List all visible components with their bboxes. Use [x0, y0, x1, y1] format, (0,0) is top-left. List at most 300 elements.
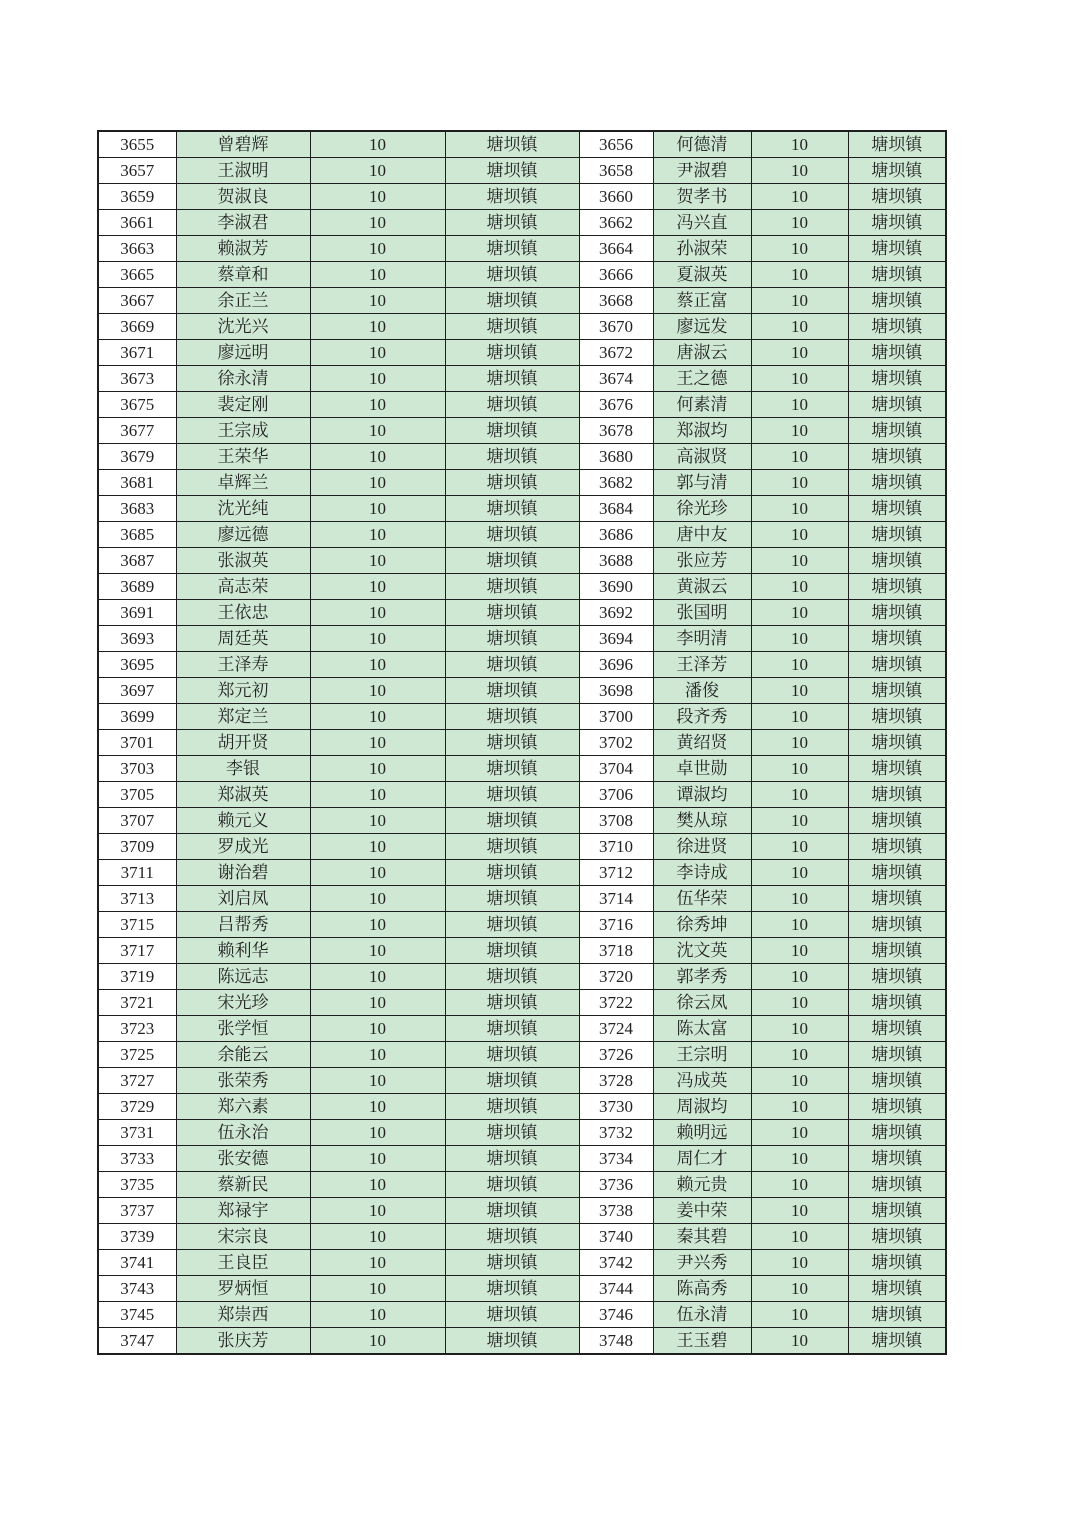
table-row [98, 392, 946, 418]
table-row [98, 782, 946, 808]
left-town-cell: 塘坝镇 [445, 236, 579, 262]
right-amount-cell: 10 [751, 704, 848, 730]
left-id-cell: 3657 [98, 158, 176, 184]
right-town-cell: 塘坝镇 [848, 782, 946, 808]
right-town-cell: 塘坝镇 [848, 964, 946, 990]
right-name-cell: 徐光珍 [653, 496, 751, 522]
left-amount-cell: 10 [310, 548, 445, 574]
left-amount-cell: 10 [310, 808, 445, 834]
right-amount-cell: 10 [751, 782, 848, 808]
right-town-cell: 塘坝镇 [848, 1172, 946, 1198]
table-row [98, 834, 946, 860]
table-row [98, 158, 946, 184]
left-name-cell: 王泽寿 [176, 652, 310, 678]
left-town-cell: 塘坝镇 [445, 522, 579, 548]
right-id-cell: 3744 [579, 1276, 653, 1302]
right-id-cell: 3658 [579, 158, 653, 184]
roster-sheet [97, 130, 947, 1355]
right-name-cell: 周淑均 [653, 1094, 751, 1120]
left-id-cell: 3729 [98, 1094, 176, 1120]
left-name-cell: 蔡新民 [176, 1172, 310, 1198]
right-amount-cell: 10 [751, 1250, 848, 1276]
left-town-cell: 塘坝镇 [445, 1198, 579, 1224]
right-name-cell: 周仁才 [653, 1146, 751, 1172]
right-id-cell: 3690 [579, 574, 653, 600]
table-row [98, 131, 946, 158]
table-row [98, 678, 946, 704]
left-town-cell: 塘坝镇 [445, 184, 579, 210]
right-id-cell: 3702 [579, 730, 653, 756]
right-id-cell: 3716 [579, 912, 653, 938]
left-name-cell: 罗成光 [176, 834, 310, 860]
left-town-cell: 塘坝镇 [445, 626, 579, 652]
right-town-cell: 塘坝镇 [848, 548, 946, 574]
table-row [98, 1068, 946, 1094]
right-town-cell: 塘坝镇 [848, 288, 946, 314]
left-amount-cell: 10 [310, 1302, 445, 1328]
left-town-cell: 塘坝镇 [445, 834, 579, 860]
table-row [98, 1328, 946, 1355]
table-row [98, 1016, 946, 1042]
right-id-cell: 3706 [579, 782, 653, 808]
right-id-cell: 3734 [579, 1146, 653, 1172]
right-name-cell: 唐中友 [653, 522, 751, 548]
left-id-cell: 3671 [98, 340, 176, 366]
right-name-cell: 沈文英 [653, 938, 751, 964]
right-name-cell: 赖明远 [653, 1120, 751, 1146]
right-amount-cell: 10 [751, 1172, 848, 1198]
right-name-cell: 唐淑云 [653, 340, 751, 366]
right-amount-cell: 10 [751, 860, 848, 886]
left-town-cell: 塘坝镇 [445, 730, 579, 756]
left-name-cell: 王淑明 [176, 158, 310, 184]
right-name-cell: 冯成英 [653, 1068, 751, 1094]
right-name-cell: 孙淑荣 [653, 236, 751, 262]
right-id-cell: 3698 [579, 678, 653, 704]
right-name-cell: 卓世勋 [653, 756, 751, 782]
right-name-cell: 樊从琼 [653, 808, 751, 834]
left-amount-cell: 10 [310, 314, 445, 340]
right-id-cell: 3708 [579, 808, 653, 834]
right-id-cell: 3748 [579, 1328, 653, 1355]
right-id-cell: 3678 [579, 418, 653, 444]
right-id-cell: 3696 [579, 652, 653, 678]
left-amount-cell: 10 [310, 938, 445, 964]
left-amount-cell: 10 [310, 574, 445, 600]
right-id-cell: 3742 [579, 1250, 653, 1276]
right-town-cell: 塘坝镇 [848, 496, 946, 522]
left-name-cell: 宋光珍 [176, 990, 310, 1016]
right-name-cell: 伍永清 [653, 1302, 751, 1328]
table-row [98, 210, 946, 236]
left-town-cell: 塘坝镇 [445, 548, 579, 574]
right-town-cell: 塘坝镇 [848, 600, 946, 626]
left-name-cell: 张学恒 [176, 1016, 310, 1042]
left-amount-cell: 10 [310, 184, 445, 210]
right-amount-cell: 10 [751, 288, 848, 314]
left-amount-cell: 10 [310, 1198, 445, 1224]
left-town-cell: 塘坝镇 [445, 210, 579, 236]
left-town-cell: 塘坝镇 [445, 704, 579, 730]
right-id-cell: 3704 [579, 756, 653, 782]
left-amount-cell: 10 [310, 1146, 445, 1172]
table-row [98, 574, 946, 600]
left-town-cell: 塘坝镇 [445, 782, 579, 808]
right-town-cell: 塘坝镇 [848, 626, 946, 652]
right-name-cell: 陈太富 [653, 1016, 751, 1042]
left-name-cell: 周廷英 [176, 626, 310, 652]
table-row [98, 288, 946, 314]
table-row [98, 1172, 946, 1198]
left-id-cell: 3697 [98, 678, 176, 704]
left-id-cell: 3683 [98, 496, 176, 522]
right-id-cell: 3674 [579, 366, 653, 392]
left-name-cell: 沈光兴 [176, 314, 310, 340]
left-town-cell: 塘坝镇 [445, 860, 579, 886]
right-town-cell: 塘坝镇 [848, 730, 946, 756]
right-town-cell: 塘坝镇 [848, 522, 946, 548]
left-name-cell: 徐永清 [176, 366, 310, 392]
right-town-cell: 塘坝镇 [848, 210, 946, 236]
left-id-cell: 3687 [98, 548, 176, 574]
left-amount-cell: 10 [310, 1094, 445, 1120]
table-row [98, 860, 946, 886]
left-name-cell: 张淑英 [176, 548, 310, 574]
left-amount-cell: 10 [310, 834, 445, 860]
left-amount-cell: 10 [310, 1120, 445, 1146]
left-town-cell: 塘坝镇 [445, 600, 579, 626]
right-name-cell: 高淑贤 [653, 444, 751, 470]
left-name-cell: 陈远志 [176, 964, 310, 990]
right-name-cell: 贺孝书 [653, 184, 751, 210]
right-name-cell: 何德清 [653, 131, 751, 158]
left-id-cell: 3747 [98, 1328, 176, 1355]
left-amount-cell: 10 [310, 1042, 445, 1068]
left-town-cell: 塘坝镇 [445, 1016, 579, 1042]
right-id-cell: 3682 [579, 470, 653, 496]
right-amount-cell: 10 [751, 730, 848, 756]
left-amount-cell: 10 [310, 964, 445, 990]
table-row [98, 938, 946, 964]
left-town-cell: 塘坝镇 [445, 288, 579, 314]
left-amount-cell: 10 [310, 860, 445, 886]
left-name-cell: 王宗成 [176, 418, 310, 444]
right-amount-cell: 10 [751, 990, 848, 1016]
left-amount-cell: 10 [310, 756, 445, 782]
right-name-cell: 赖元贵 [653, 1172, 751, 1198]
left-town-cell: 塘坝镇 [445, 652, 579, 678]
left-name-cell: 张庆芳 [176, 1328, 310, 1355]
left-town-cell: 塘坝镇 [445, 1146, 579, 1172]
right-amount-cell: 10 [751, 444, 848, 470]
left-id-cell: 3745 [98, 1302, 176, 1328]
right-town-cell: 塘坝镇 [848, 1250, 946, 1276]
left-id-cell: 3661 [98, 210, 176, 236]
left-id-cell: 3659 [98, 184, 176, 210]
right-town-cell: 塘坝镇 [848, 1224, 946, 1250]
left-name-cell: 廖远德 [176, 522, 310, 548]
left-amount-cell: 10 [310, 1224, 445, 1250]
left-town-cell: 塘坝镇 [445, 392, 579, 418]
right-id-cell: 3688 [579, 548, 653, 574]
left-amount-cell: 10 [310, 366, 445, 392]
right-id-cell: 3700 [579, 704, 653, 730]
right-amount-cell: 10 [751, 210, 848, 236]
right-amount-cell: 10 [751, 236, 848, 262]
left-name-cell: 郑禄宇 [176, 1198, 310, 1224]
right-name-cell: 潘俊 [653, 678, 751, 704]
right-amount-cell: 10 [751, 392, 848, 418]
table-row [98, 1250, 946, 1276]
right-town-cell: 塘坝镇 [848, 1016, 946, 1042]
right-town-cell: 塘坝镇 [848, 131, 946, 158]
left-amount-cell: 10 [310, 652, 445, 678]
left-name-cell: 郑元初 [176, 678, 310, 704]
left-id-cell: 3677 [98, 418, 176, 444]
right-amount-cell: 10 [751, 1120, 848, 1146]
right-town-cell: 塘坝镇 [848, 574, 946, 600]
right-name-cell: 何素清 [653, 392, 751, 418]
right-town-cell: 塘坝镇 [848, 418, 946, 444]
left-amount-cell: 10 [310, 262, 445, 288]
left-id-cell: 3733 [98, 1146, 176, 1172]
left-id-cell: 3689 [98, 574, 176, 600]
right-town-cell: 塘坝镇 [848, 184, 946, 210]
table-row [98, 704, 946, 730]
left-amount-cell: 10 [310, 496, 445, 522]
left-town-cell: 塘坝镇 [445, 1172, 579, 1198]
right-town-cell: 塘坝镇 [848, 1276, 946, 1302]
left-town-cell: 塘坝镇 [445, 1120, 579, 1146]
left-id-cell: 3665 [98, 262, 176, 288]
right-id-cell: 3738 [579, 1198, 653, 1224]
left-amount-cell: 10 [310, 626, 445, 652]
left-name-cell: 赖淑芳 [176, 236, 310, 262]
left-name-cell: 王荣华 [176, 444, 310, 470]
left-id-cell: 3701 [98, 730, 176, 756]
right-town-cell: 塘坝镇 [848, 860, 946, 886]
left-amount-cell: 10 [310, 730, 445, 756]
roster-table [97, 130, 947, 1355]
right-amount-cell: 10 [751, 470, 848, 496]
left-id-cell: 3717 [98, 938, 176, 964]
left-id-cell: 3699 [98, 704, 176, 730]
table-row [98, 626, 946, 652]
table-row [98, 1224, 946, 1250]
table-row [98, 756, 946, 782]
right-amount-cell: 10 [751, 1042, 848, 1068]
right-name-cell: 李诗成 [653, 860, 751, 886]
left-amount-cell: 10 [310, 158, 445, 184]
left-town-cell: 塘坝镇 [445, 1302, 579, 1328]
table-row [98, 236, 946, 262]
right-name-cell: 徐进贤 [653, 834, 751, 860]
right-amount-cell: 10 [751, 522, 848, 548]
left-town-cell: 塘坝镇 [445, 756, 579, 782]
left-id-cell: 3713 [98, 886, 176, 912]
right-town-cell: 塘坝镇 [848, 1094, 946, 1120]
left-id-cell: 3681 [98, 470, 176, 496]
left-town-cell: 塘坝镇 [445, 1094, 579, 1120]
left-id-cell: 3711 [98, 860, 176, 886]
left-amount-cell: 10 [310, 340, 445, 366]
right-town-cell: 塘坝镇 [848, 704, 946, 730]
left-id-cell: 3737 [98, 1198, 176, 1224]
right-id-cell: 3732 [579, 1120, 653, 1146]
right-amount-cell: 10 [751, 548, 848, 574]
left-town-cell: 塘坝镇 [445, 444, 579, 470]
right-name-cell: 徐秀坤 [653, 912, 751, 938]
right-name-cell: 张国明 [653, 600, 751, 626]
right-id-cell: 3730 [579, 1094, 653, 1120]
left-name-cell: 廖远明 [176, 340, 310, 366]
left-name-cell: 吕帮秀 [176, 912, 310, 938]
right-town-cell: 塘坝镇 [848, 392, 946, 418]
right-town-cell: 塘坝镇 [848, 912, 946, 938]
left-name-cell: 余能云 [176, 1042, 310, 1068]
right-id-cell: 3694 [579, 626, 653, 652]
table-row [98, 808, 946, 834]
left-id-cell: 3741 [98, 1250, 176, 1276]
left-id-cell: 3691 [98, 600, 176, 626]
right-name-cell: 李明清 [653, 626, 751, 652]
left-name-cell: 王良臣 [176, 1250, 310, 1276]
right-id-cell: 3680 [579, 444, 653, 470]
left-name-cell: 郑淑英 [176, 782, 310, 808]
left-town-cell: 塘坝镇 [445, 1328, 579, 1355]
left-town-cell: 塘坝镇 [445, 964, 579, 990]
right-amount-cell: 10 [751, 1094, 848, 1120]
table-row [98, 262, 946, 288]
right-amount-cell: 10 [751, 1302, 848, 1328]
left-amount-cell: 10 [310, 1276, 445, 1302]
left-amount-cell: 10 [310, 1172, 445, 1198]
left-id-cell: 3715 [98, 912, 176, 938]
right-town-cell: 塘坝镇 [848, 262, 946, 288]
right-id-cell: 3720 [579, 964, 653, 990]
right-id-cell: 3736 [579, 1172, 653, 1198]
right-id-cell: 3722 [579, 990, 653, 1016]
right-name-cell: 夏淑英 [653, 262, 751, 288]
left-id-cell: 3655 [98, 131, 176, 158]
left-amount-cell: 10 [310, 782, 445, 808]
left-amount-cell: 10 [310, 210, 445, 236]
right-amount-cell: 10 [751, 366, 848, 392]
right-town-cell: 塘坝镇 [848, 756, 946, 782]
left-town-cell: 塘坝镇 [445, 158, 579, 184]
right-name-cell: 伍华荣 [653, 886, 751, 912]
left-name-cell: 赖利华 [176, 938, 310, 964]
left-amount-cell: 10 [310, 392, 445, 418]
right-amount-cell: 10 [751, 184, 848, 210]
right-id-cell: 3686 [579, 522, 653, 548]
left-town-cell: 塘坝镇 [445, 886, 579, 912]
right-name-cell: 郭孝秀 [653, 964, 751, 990]
table-row [98, 1198, 946, 1224]
right-amount-cell: 10 [751, 158, 848, 184]
right-town-cell: 塘坝镇 [848, 236, 946, 262]
right-town-cell: 塘坝镇 [848, 808, 946, 834]
left-town-cell: 塘坝镇 [445, 131, 579, 158]
right-id-cell: 3740 [579, 1224, 653, 1250]
right-name-cell: 黄绍贤 [653, 730, 751, 756]
left-amount-cell: 10 [310, 678, 445, 704]
left-town-cell: 塘坝镇 [445, 340, 579, 366]
left-town-cell: 塘坝镇 [445, 574, 579, 600]
right-id-cell: 3670 [579, 314, 653, 340]
table-row [98, 184, 946, 210]
left-amount-cell: 10 [310, 1068, 445, 1094]
right-amount-cell: 10 [751, 886, 848, 912]
right-amount-cell: 10 [751, 1276, 848, 1302]
table-row [98, 522, 946, 548]
right-amount-cell: 10 [751, 1198, 848, 1224]
right-id-cell: 3724 [579, 1016, 653, 1042]
left-town-cell: 塘坝镇 [445, 912, 579, 938]
left-amount-cell: 10 [310, 912, 445, 938]
left-amount-cell: 10 [310, 990, 445, 1016]
left-amount-cell: 10 [310, 288, 445, 314]
left-name-cell: 罗炳恒 [176, 1276, 310, 1302]
right-id-cell: 3746 [579, 1302, 653, 1328]
left-name-cell: 张荣秀 [176, 1068, 310, 1094]
left-name-cell: 王依忠 [176, 600, 310, 626]
left-town-cell: 塘坝镇 [445, 470, 579, 496]
left-id-cell: 3725 [98, 1042, 176, 1068]
left-id-cell: 3735 [98, 1172, 176, 1198]
right-name-cell: 陈高秀 [653, 1276, 751, 1302]
right-name-cell: 蔡正富 [653, 288, 751, 314]
right-town-cell: 塘坝镇 [848, 678, 946, 704]
left-name-cell: 高志荣 [176, 574, 310, 600]
right-name-cell: 秦其碧 [653, 1224, 751, 1250]
table-row [98, 912, 946, 938]
left-name-cell: 谢治碧 [176, 860, 310, 886]
left-id-cell: 3705 [98, 782, 176, 808]
left-town-cell: 塘坝镇 [445, 262, 579, 288]
table-row [98, 1146, 946, 1172]
right-town-cell: 塘坝镇 [848, 1146, 946, 1172]
right-amount-cell: 10 [751, 938, 848, 964]
right-name-cell: 段齐秀 [653, 704, 751, 730]
left-id-cell: 3721 [98, 990, 176, 1016]
left-id-cell: 3673 [98, 366, 176, 392]
right-town-cell: 塘坝镇 [848, 886, 946, 912]
left-id-cell: 3667 [98, 288, 176, 314]
right-id-cell: 3660 [579, 184, 653, 210]
table-row [98, 1302, 946, 1328]
right-amount-cell: 10 [751, 756, 848, 782]
right-amount-cell: 10 [751, 600, 848, 626]
left-name-cell: 李银 [176, 756, 310, 782]
right-amount-cell: 10 [751, 574, 848, 600]
right-amount-cell: 10 [751, 964, 848, 990]
left-id-cell: 3743 [98, 1276, 176, 1302]
right-name-cell: 王玉碧 [653, 1328, 751, 1355]
right-name-cell: 王之德 [653, 366, 751, 392]
roster-table-body [98, 131, 946, 1354]
right-id-cell: 3692 [579, 600, 653, 626]
left-id-cell: 3663 [98, 236, 176, 262]
right-id-cell: 3684 [579, 496, 653, 522]
left-id-cell: 3669 [98, 314, 176, 340]
table-row [98, 652, 946, 678]
left-name-cell: 卓辉兰 [176, 470, 310, 496]
left-amount-cell: 10 [310, 1250, 445, 1276]
right-amount-cell: 10 [751, 496, 848, 522]
left-town-cell: 塘坝镇 [445, 496, 579, 522]
table-row [98, 1120, 946, 1146]
